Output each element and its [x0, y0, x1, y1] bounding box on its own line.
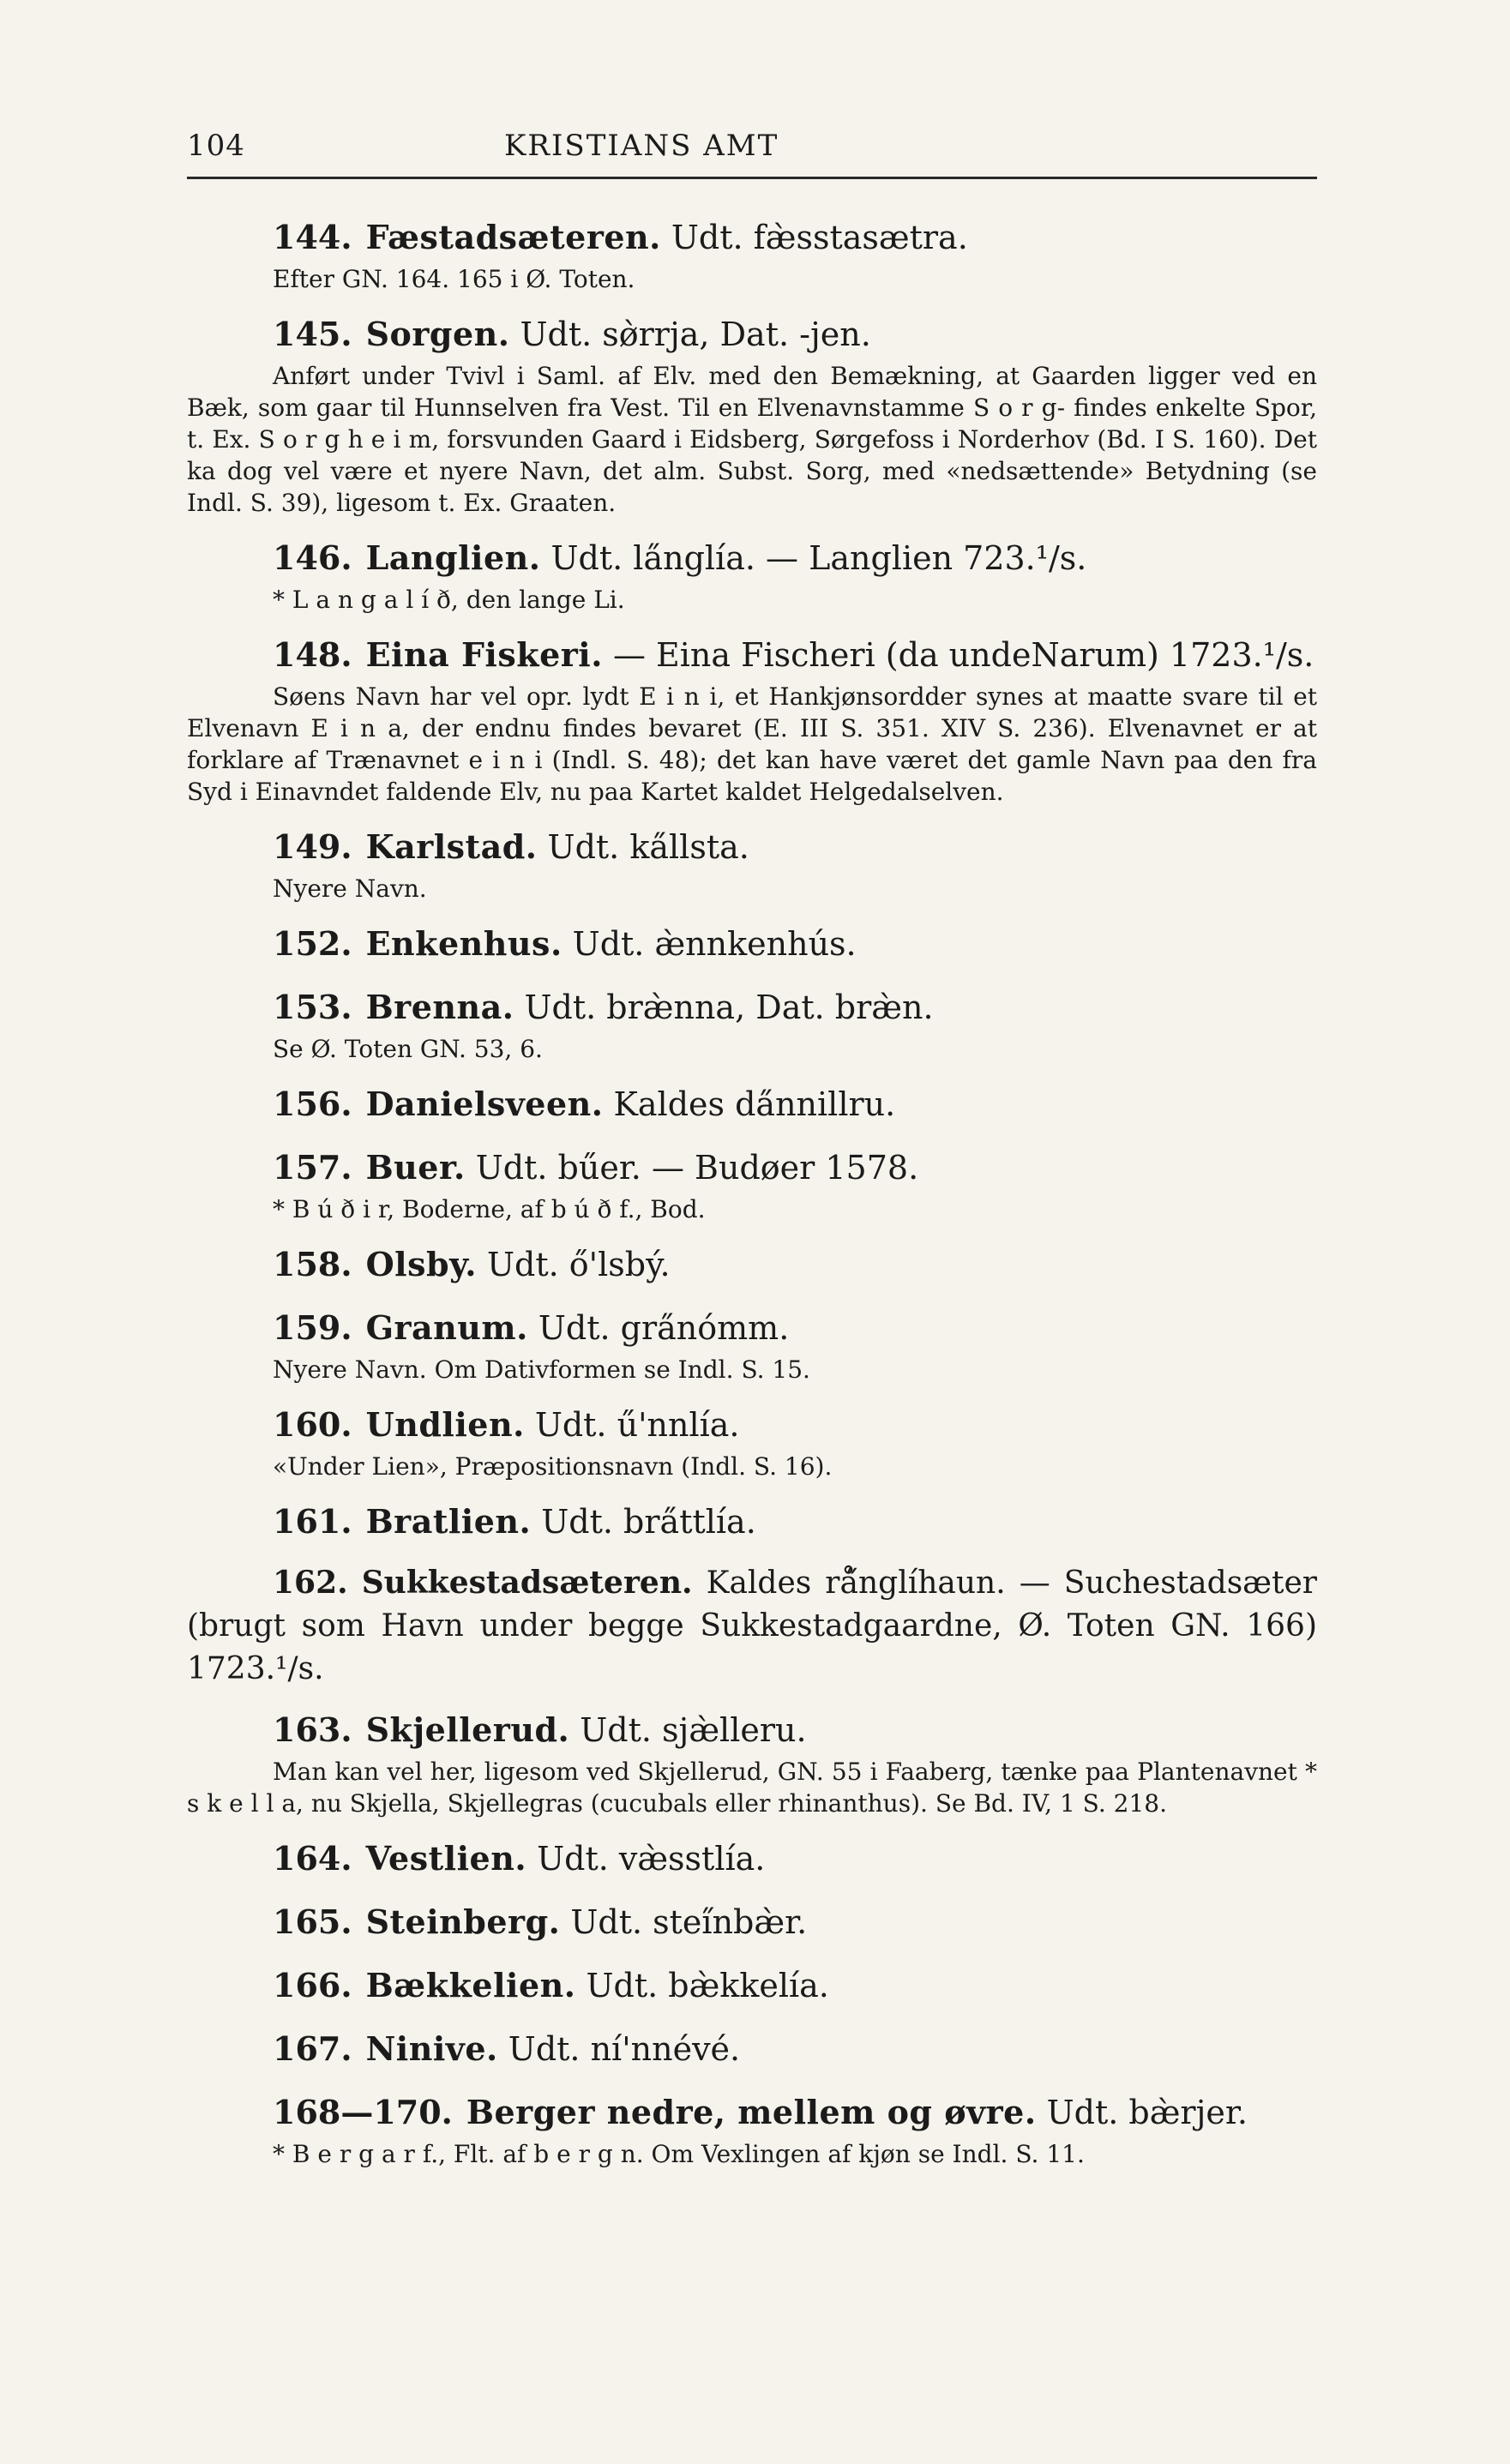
entry-name: Bratlien.	[365, 1502, 532, 1541]
entry-name: Sorgen.	[365, 315, 510, 353]
entry-pronunciation: Udt. bræ̀nna, Dat. bræ̀n.	[524, 989, 934, 1026]
entry-heading	[187, 1498, 1317, 1546]
entry-heading	[187, 1241, 1317, 1289]
entry-157	[187, 1144, 1317, 1225]
entry-167	[187, 2025, 1317, 2073]
entry-number: 145.	[273, 315, 352, 353]
entry-pronunciation: Udt. sjæ̀lleru.	[580, 1711, 807, 1749]
entry-heading	[187, 1080, 1317, 1128]
entry-166	[187, 1962, 1317, 2010]
entry-pronunciation: Udt. bűer. — Budøer 1578.	[475, 1149, 919, 1187]
entry-number: 164.	[273, 1839, 352, 1878]
entry-pronunciation: Kaldes rå̋nglíhaun. — Suchestadsæter (brugt som Havn under begge Sukkestadgaardne, Ø. Toten GN. 166) 1723.¹/s.	[187, 1566, 1317, 1686]
entry-number: 156.	[273, 1085, 352, 1123]
entry-pronunciation: Kaldes da̋nnillru.	[613, 1085, 896, 1123]
entry-heading	[187, 983, 1317, 1031]
entry-pronunciation: Udt. bra̋ttlía.	[541, 1503, 756, 1541]
entry-note: Nyere Navn. Om Dativformen se Indl. S. 15.	[273, 1355, 810, 1384]
entry-heading	[187, 823, 1317, 871]
entry-heading	[187, 2088, 1317, 2136]
entry-heading	[187, 1561, 1317, 1691]
entry-name: Langlien.	[365, 538, 541, 577]
entry-heading	[187, 1304, 1317, 1352]
entry-name: Ninive.	[365, 2029, 498, 2068]
entry-heading	[187, 631, 1317, 679]
entry-name: Enkenhus.	[365, 924, 562, 963]
entry-pronunciation: Udt. sø̀rrja, Dat. -jen.	[520, 316, 871, 353]
entry-name: Vestlien.	[365, 1839, 527, 1878]
entry-number: 160.	[273, 1405, 352, 1444]
entry-pronunciation: Udt. ű'nnlía.	[534, 1406, 740, 1444]
entry-pronunciation: Udt. ní'nnévé.	[508, 2030, 741, 2068]
entry-pronunciation: Udt. la̋nglía. — Langlien 723.¹/s.	[550, 539, 1087, 577]
entry-pronunciation: Udt. stei̋nbæ̀r.	[570, 1903, 808, 1941]
entry-pronunciation: Udt. væ̀sstlía.	[537, 1840, 766, 1878]
entry-pronunciation: Udt. bæ̀rjer.	[1046, 2094, 1248, 2131]
entry-note: * B e r g a r f., Flt. af b e r g n. Om Vexlingen af kjøn se Indl. S. 11.	[273, 2140, 1085, 2168]
entry-pronunciation: — Eina Fischeri (da undeNarum) 1723.¹/s.	[612, 636, 1314, 674]
entry-name: Brenna.	[365, 988, 514, 1026]
entry-heading	[187, 1835, 1317, 1883]
entry-name: Eina Fiskeri.	[365, 635, 603, 674]
entry-145	[187, 310, 1317, 519]
entry-number: 157.	[273, 1148, 352, 1187]
entry-heading	[187, 213, 1317, 261]
entry-heading	[187, 1706, 1317, 1754]
entry-note: * B ú ð i r, Boderne, af b ú ð f., Bod.	[273, 1195, 706, 1223]
entry-number: 166.	[273, 1966, 352, 2004]
entry-pronunciation: Udt. ő'lsbý.	[487, 1246, 671, 1283]
entry-name: Karlstad.	[365, 827, 538, 866]
entry-name: Buer.	[365, 1148, 466, 1187]
entry-number: 167.	[273, 2029, 352, 2068]
entry-note: Nyere Navn.	[273, 874, 427, 903]
entry-note: Anført under Tvivl i Saml. af Elv. med den Bemækning, at Gaarden ligger ved en Bæk, som gaar til Hunnselven fra Vest. Til en Elvenavnstamme S o r g- findes enkelte Spor, t. Ex. S o r g h e i m, forsvunden Gaard i Eidsberg, Sørgefoss i Norderhov (Bd. I S. 160). Det ka dog vel være et nyere Navn, det alm. Subst. Sorg, med «nedsættende» Betydning (se Indl. S. 39), ligesom t. Ex. Graaten.	[187, 362, 1317, 517]
entry-name: Skjellerud.	[365, 1710, 570, 1749]
entry-note: Se Ø. Toten GN. 53, 6.	[273, 1035, 543, 1063]
entry-heading	[187, 2025, 1317, 2073]
entry-pronunciation: Udt. ka̋llsta.	[547, 828, 749, 866]
entry-156	[187, 1080, 1317, 1128]
entry-146	[187, 534, 1317, 616]
entry-163	[187, 1706, 1317, 1819]
entry-name: Olsby.	[365, 1245, 478, 1283]
entry-168-170	[187, 2088, 1317, 2170]
entry-note: * L a n g a l í ð, den lange Li.	[273, 586, 625, 614]
entry-list	[187, 213, 1317, 2170]
entry-149	[187, 823, 1317, 904]
entry-heading	[187, 1401, 1317, 1449]
entry-number: 168—170.	[273, 2093, 453, 2131]
entry-heading	[187, 1144, 1317, 1192]
entry-148	[187, 631, 1317, 808]
entry-160	[187, 1401, 1317, 1482]
entry-name: Undlien.	[365, 1405, 525, 1444]
entry-number: 148.	[273, 635, 352, 674]
entry-number: 158.	[273, 1245, 352, 1283]
entry-152	[187, 920, 1317, 968]
entry-number: 165.	[273, 1902, 352, 1941]
entry-heading	[187, 1962, 1317, 2010]
entry-number: 144.	[273, 218, 352, 256]
entry-name: Danielsveen.	[365, 1085, 604, 1123]
entry-165	[187, 1898, 1317, 1946]
entry-name: Steinberg.	[365, 1902, 561, 1941]
entry-158	[187, 1241, 1317, 1289]
page-body	[187, 129, 1317, 2185]
entry-pronunciation: Udt. bæ̀kkelía.	[586, 1967, 829, 2004]
entry-note: Søens Navn har vel opr. lydt E i n i, et Hankjønsordder synes at maatte svare til et Elvenavn E i n a, der endnu findes bevaret (E. III S. 351. XIV S. 236). Elvenavnet er at forklare af Trænavnet e i n i (Indl. S. 48); det kan have været det gamle Navn paa den fra Syd i Einavndet faldende Elv, nu paa Kartet kaldet Helgedalselven.	[187, 682, 1317, 806]
entry-note: Efter GN. 164. 165 i Ø. Toten.	[273, 265, 635, 293]
entry-number: 162.	[273, 1565, 348, 1601]
entry-pronunciation: Udt. æ̀nnkenhús.	[572, 925, 857, 963]
entry-note: «Under Lien», Præpositionsnavn (Indl. S. 16).	[273, 1452, 833, 1481]
page-number: 104	[187, 129, 245, 163]
entry-number: 161.	[273, 1502, 352, 1541]
entry-number: 152.	[273, 924, 352, 963]
entry-name: Fæstadsæteren.	[365, 218, 661, 256]
entry-heading	[187, 1898, 1317, 1946]
entry-name: Berger nedre, mellem og øvre.	[466, 2093, 1037, 2131]
entry-162	[187, 1561, 1317, 1691]
entry-164	[187, 1835, 1317, 1883]
entry-note: Man kan vel her, ligesom ved Skjellerud, GN. 55 i Faaberg, tænke paa Plantenavnet * s k e l l a, nu Skjella, Skjellegras (cucubals eller rhinanthus). Se Bd. IV, 1 S. 218.	[187, 1758, 1317, 1818]
entry-153	[187, 983, 1317, 1065]
entry-number: 153.	[273, 988, 352, 1026]
entry-number: 163.	[273, 1710, 352, 1749]
entry-159	[187, 1304, 1317, 1385]
entry-heading	[187, 310, 1317, 358]
entry-number: 149.	[273, 827, 352, 866]
entry-144	[187, 213, 1317, 295]
entry-name: Granum.	[365, 1308, 528, 1347]
entry-161	[187, 1498, 1317, 1546]
entry-heading	[187, 920, 1317, 968]
entry-number: 146.	[273, 538, 352, 577]
running-title: KRISTIANS AMT	[504, 129, 779, 163]
entry-name: Sukkestadsæteren.	[361, 1565, 693, 1601]
entry-pronunciation: Udt. gra̋nómm.	[538, 1309, 790, 1347]
entry-pronunciation: Udt. fæ̀sstasætra.	[671, 219, 968, 256]
entry-number: 159.	[273, 1308, 352, 1347]
running-header	[187, 129, 1317, 179]
entry-heading	[187, 534, 1317, 582]
entry-name: Bækkelien.	[365, 1966, 576, 2004]
